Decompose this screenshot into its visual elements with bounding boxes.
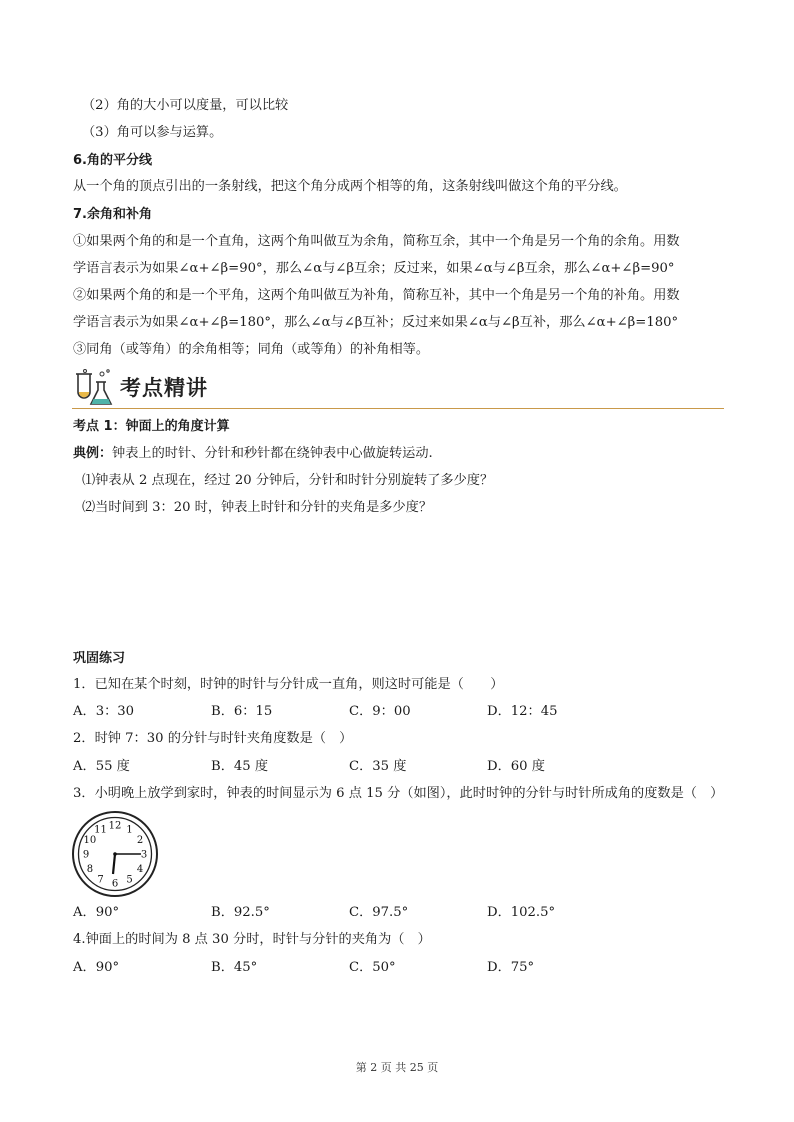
q2-option-b: B．45 度 [211,759,269,774]
q2-stem: 2．时钟 7：30 的分针与时针夹角度数是（ ） [73,731,353,746]
q1-option-d: D．12：45 [487,704,558,719]
bisector-heading: 6.角的平分线 [73,153,152,168]
example-text: 钟表上的时针、分针和秒针都在绕钟表中心做旋转运动. [112,446,433,461]
q2-option-a: A．55 度 [73,759,130,774]
section-banner [72,368,724,410]
clock-numeral: 1 [126,824,133,836]
q4-option-d: D．75° [487,960,535,975]
banner-divider [72,408,724,409]
complement-p3: ③同角（或等角）的余角相等；同角（或等角）的补角相等。 [73,342,430,357]
clock-numeral: 5 [126,874,133,886]
q3-option-c: C．97.5° [349,905,409,920]
complement-p2b: 学语言表示为如果∠α+∠β=180°，那么∠α与∠β互补；反过来如果∠α与∠β互补，那么∠α+∠β=180° [73,315,679,330]
q1-option-a: A．3：30 [73,704,135,719]
q4-option-b: B．45° [211,960,258,975]
q4-stem: 4.钟面上的时间为 8 点 30 分时，时针与分针的夹角为（ ） [73,932,431,947]
clock-hour-hand [113,854,115,874]
complement-p1b: 学语言表示为如果∠α+∠β=90°，那么∠α与∠β互余；反过来，如果∠α与∠β互余，那么∠α+∠β=90° [73,261,675,276]
clock-numeral: 10 [83,835,97,846]
clock-figure [71,810,159,898]
complement-p2a: ②如果两个角的和是一个平角，这两个角叫做互为补角，简称互补，其中一个角是另一个角的补角。用数 [73,288,680,303]
clock-numeral: 12 [108,820,122,832]
complement-p1a: ①如果两个角的和是一个直角，这两个角叫做互为余角，简称互余，其中一个角是另一个角的余角。用数 [73,234,680,249]
q3-stem: 3．小明晚上放学到家时，钟表的时间显示为 6 点 15 分（如图），此时时钟的分针与时针所成角的度数是（ ） [73,786,724,801]
q4-option-c: C．50° [349,960,396,975]
clock-center [113,852,117,856]
bisector-text: 从一个角的顶点引出的一条射线，把这个角分成两个相等的角，这条射线叫做这个角的平分线。 [73,179,627,194]
example-label: 典例： [73,446,113,461]
clock-numeral: 3 [140,849,148,861]
topic1-question-2: ⑵当时间到 3：20 时，钟表上时针和分针的夹角是多少度？ [82,500,433,515]
topic1-heading: 考点 1：钟面上的角度计算 [73,419,230,434]
clock-numeral: 7 [97,874,104,886]
topic1-question-1: ⑴钟表从 2 点现在，经过 20 分钟后，分针和时针分别旋转了多少度？ [82,473,494,488]
q1-stem: 1．已知在某个时刻，时钟的时针与分针成一直角，则这时可能是（ ） [73,677,504,692]
q1-option-c: C．9：00 [349,704,411,719]
clock-numeral: 2 [136,835,144,846]
q3-option-a: A．90° [73,905,120,920]
flask-icon [72,368,114,408]
properties-item-2: （2）角的大小可以度量，可以比较 [82,98,289,113]
q2-option-c: C．35 度 [349,759,407,774]
complement-heading: 7.余角和补角 [73,207,152,222]
q3-option-b: B．92.5° [211,905,270,920]
q2-option-d: D．60 度 [487,759,545,774]
clock-numeral: 4 [136,864,144,875]
page-footer: 第 2 页 共 25 页 [355,1061,439,1074]
clock-numeral: 8 [86,864,94,875]
q4-option-a: A．90° [73,960,120,975]
properties-item-3: （3）角可以参与运算。 [82,125,223,140]
q3-option-d: D．102.5° [487,905,556,920]
practice-heading: 巩固练习 [73,651,126,666]
example-line [73,444,433,464]
clock-numeral: 11 [94,824,107,836]
clock-numeral: 9 [82,849,90,861]
banner-title: 考点精讲 [120,376,208,400]
clock-numeral: 6 [111,878,119,890]
q1-option-b: B．6：15 [211,704,273,719]
